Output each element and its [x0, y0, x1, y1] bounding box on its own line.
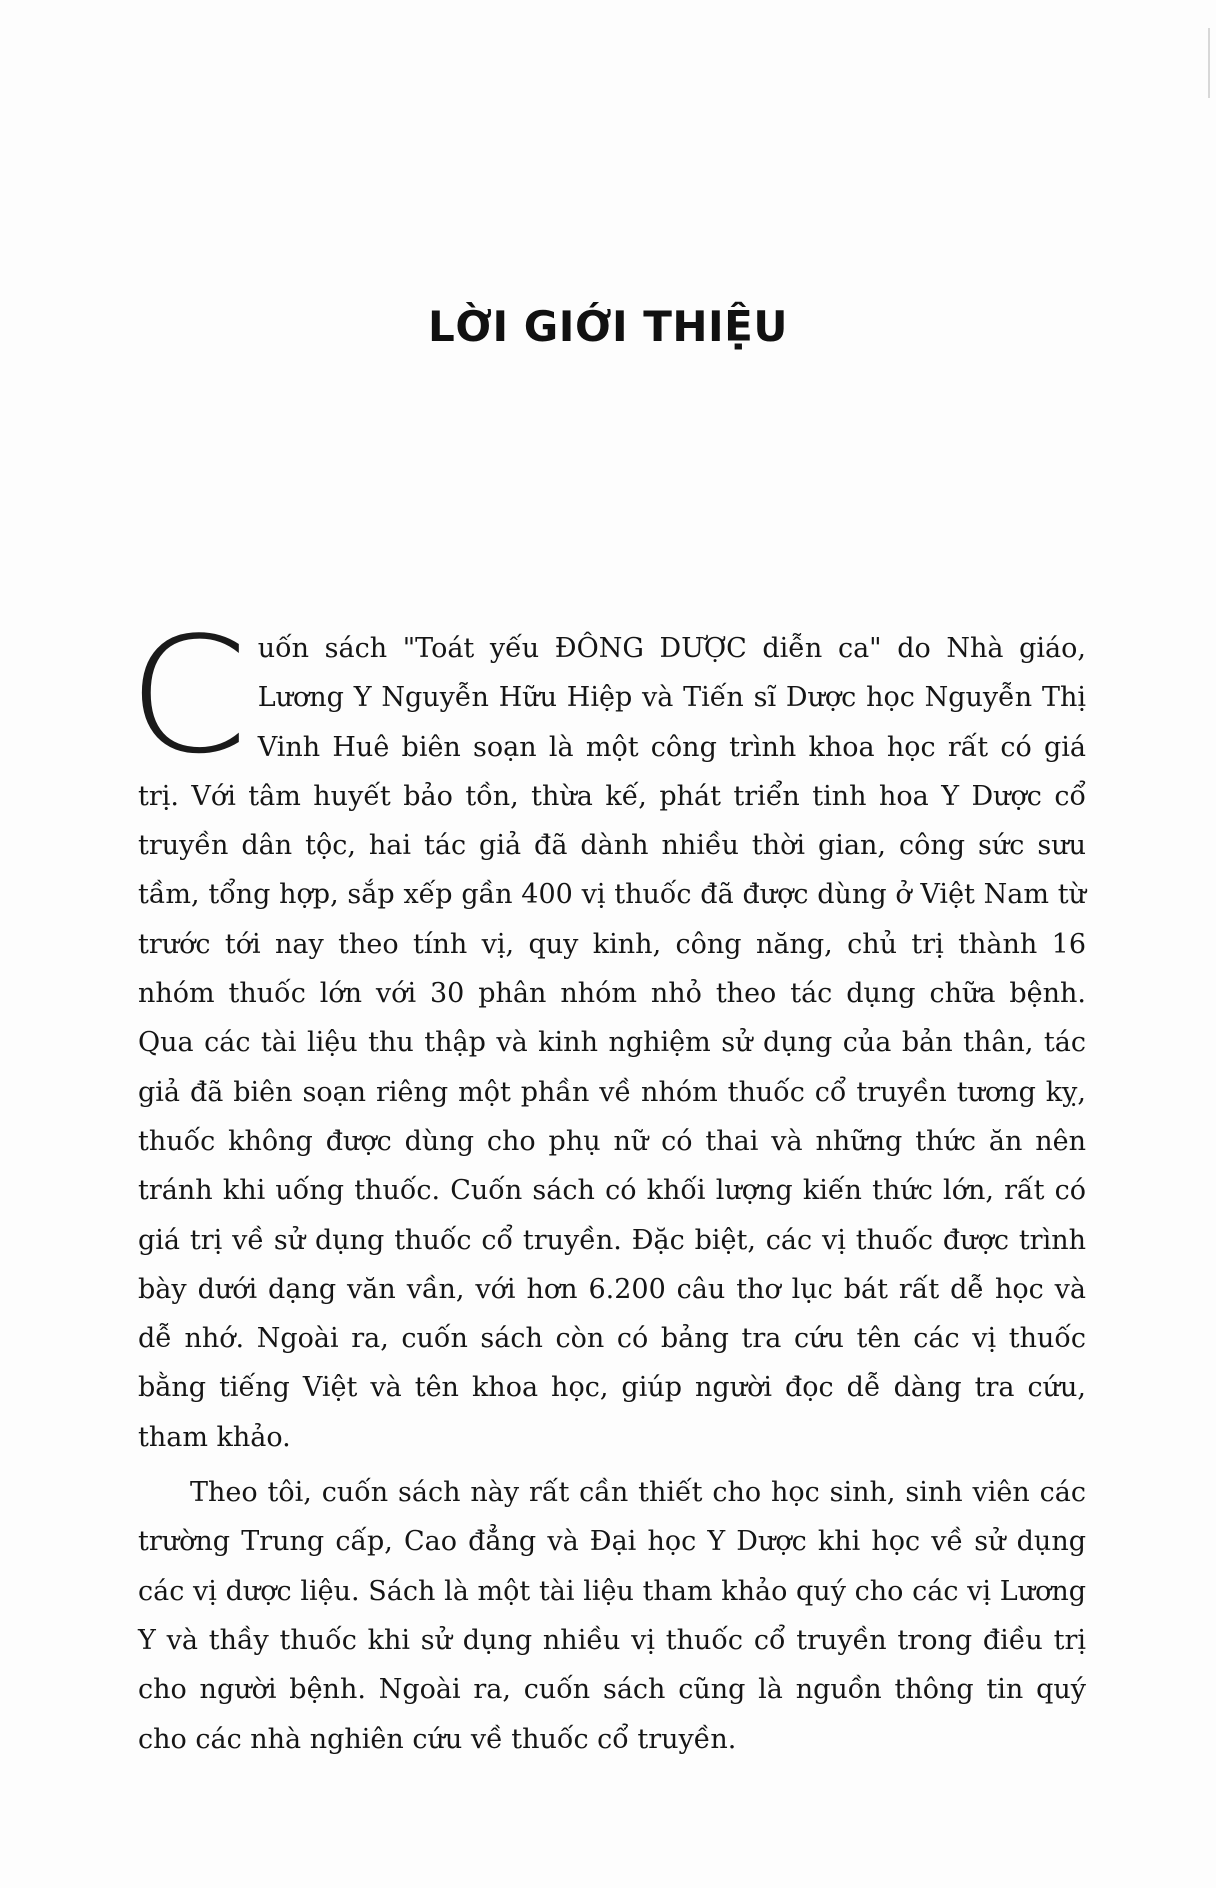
paragraph-1 — [127, 602, 1086, 1462]
paragraph-1-text: uốn sách "Toát yếu ĐÔNG DƯỢC diễn ca" do Nhà giáo, Lương Y Nguyễn Hữu Hiệp và Tiến sĩ Dược học Nguyễn Thị Vinh Huê biên soạn là một công trình khoa học rất có giá trị. Với tâm huyết bảo tồn, thừa kế, phát triển tinh hoa Y Dược cổ truyền dân tộc, hai tác giả đã dành nhiều thời gian, công sức sưu tầm, tổng hợp, sắp xếp gần 400 vị thuốc đã được dùng ở Việt Nam từ trước tới nay theo tính vị, quy kinh, công năng, chủ trị thành 16 nhóm thuốc lớn với 30 phân nhóm nhỏ theo tác dụng chữa bệnh. Qua các tài liệu thu thập và kinh nghiệm sử dụng của bản thân, tác giả đã biên soạn riêng một phần về nhóm thuốc cổ truyền tương kỵ, thuốc không được dùng cho phụ nữ có thai và những thức ăn nên tránh khi uống thuốc. Cuốn sách có khối lượng kiến thức lớn, rất có giá trị về sử dụng thuốc cổ truyền. Đặc biệt, các vị thuốc được trình bày dưới dạng văn vần, với hơn 6.200 câu thơ lục bát rất dễ học và dễ nhớ. Ngoài ra, cuốn sách còn có bảng tra cứu tên các vị thuốc bằng tiếng Việt và tên khoa học, giúp người đọc dễ dàng tra cứu, tham khảo. — [138, 633, 1086, 1453]
paragraph-2-text: Theo tôi, cuốn sách này rất cần thiết cho học sinh, sinh viên các trường Trung cấp, Cao đẳng và Đại học Y Dược khi học về sử dụng các vị dược liệu. Sách là một tài liệu tham khảo quý cho các vị Lương Y và thầy thuốc khi sử dụng nhiều vị thuốc cổ truyền trong điều trị cho người bệnh. Ngoài ra, cuốn sách cũng là nguồn thông tin quý cho các nhà nghiên cứu về thuốc cổ truyền. — [138, 1477, 1086, 1755]
drop-cap-letter: C — [127, 602, 249, 789]
body-text — [127, 602, 1086, 1764]
paragraph-2 — [138, 1468, 1086, 1764]
page-edge-mark — [1208, 28, 1210, 98]
page-title: LỜI GIỚI THIỆU — [428, 302, 788, 351]
